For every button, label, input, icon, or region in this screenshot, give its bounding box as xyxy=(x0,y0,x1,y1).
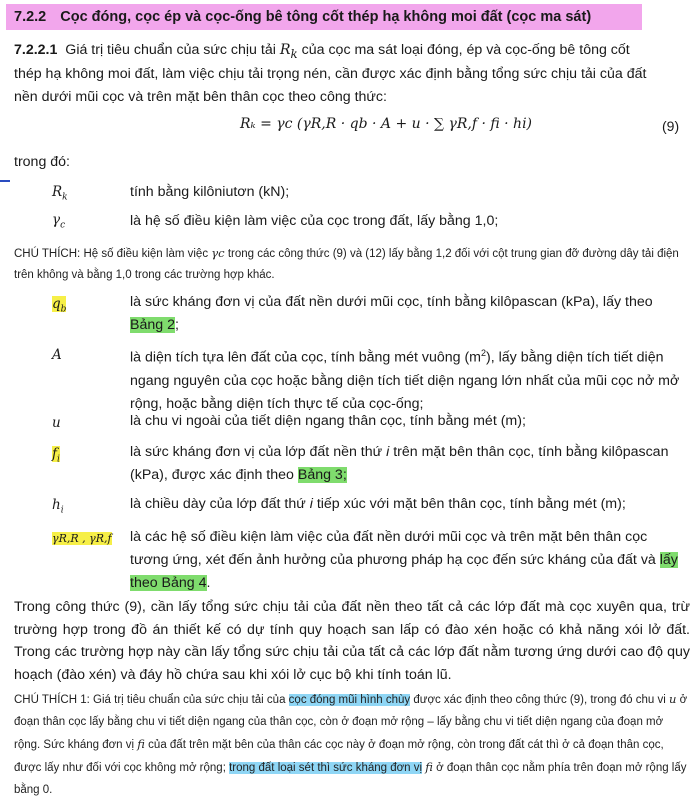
def-fi-sub: i xyxy=(57,454,60,465)
section-title: Cọc đóng, cọc ép và cọc-ống bê tông cốt thép hạ không moi đất (cọc ma sát) xyxy=(60,9,592,25)
link-bang-2[interactable]: Bảng 2 xyxy=(130,317,175,333)
rk-symbol xyxy=(279,42,298,61)
intro-text-a: Giá trị tiêu chuẩn của sức chịu tải xyxy=(65,42,276,58)
intro-text-b: của cọc ma sát loại đóng, ép và cọc-ống bê tông cốt xyxy=(301,42,630,58)
def-qb-text-a: là sức kháng đơn vị của đất nền dưới mũi cọc, tính bằng kilôpascan (kPa), lấy theo xyxy=(130,294,653,310)
def-hi-symbol xyxy=(52,497,64,516)
def-gc-symbol xyxy=(52,212,65,231)
def-gc-sub: c xyxy=(60,220,66,231)
note-gamma-c xyxy=(14,243,690,286)
where-label: trong đó: xyxy=(14,154,71,170)
rk-sub: k xyxy=(290,46,298,61)
body-paragraph: Trong công thức (9), cần lấy tổng sức chịu tải của đất nền theo tất cả các lớp đất mà cọc xuyên qua, trừ trường hợp trong đồ án thiết kế có dự tính quy hoạch san lấp có đào xén hoặc có khả năng xói lở đất. Trong các trường hợp này cần lấy tổng sức chịu tải của tất cả các lớp đất nằm tương ứng dưới cao độ quy hoạch (đào xén) và đáy hồ chứa sau khi xói lở cục bộ khi tính toán lũ. xyxy=(14,599,690,683)
note-1 xyxy=(14,688,690,801)
def-qb-text xyxy=(130,291,685,337)
note2-fi-2: fi xyxy=(425,760,433,774)
def-grr-symbol xyxy=(52,532,112,545)
def-grr-highlight: γR,R , γR,f xyxy=(52,532,112,545)
note1-text-b: trong các công thức (9) và (12) lấy bằng 1,2 đối với cột trung gian đỡ đường dây tải điện trên không và bằng 1,0 trong các trường hợp khác. xyxy=(14,248,679,281)
def-grr-text-end: . xyxy=(206,575,211,591)
note2-text-a: Giá trị tiêu chuẩn của sức chịu tải của xyxy=(93,694,286,706)
def-qb-sub: b xyxy=(60,304,67,315)
def-hi-text-a: là chiều dày của lớp đất thứ xyxy=(130,496,306,512)
section-heading xyxy=(6,4,642,30)
def-rk-text: tính bằng kilôniutơn (kN); xyxy=(130,184,290,200)
note2-label: CHÚ THÍCH 1: xyxy=(14,694,90,706)
def-a-text xyxy=(130,342,685,416)
note2-text-b: được xác định theo công thức (9), trong đó chu vi xyxy=(413,694,666,706)
def-fi-text-b: trên mặt bên thân cọc, tính bằng kilôpascan (kPa), được xác định theo xyxy=(130,444,669,483)
intro-line3: nền dưới mũi cọc và trên mặt bên thân cọc theo công thức: xyxy=(14,89,387,105)
def-fi-text xyxy=(130,441,685,487)
def-hi-text xyxy=(130,493,685,516)
def-rk-symbol xyxy=(52,184,68,203)
def-gc-letter: γ xyxy=(52,212,61,228)
equation-number: (9) xyxy=(662,118,680,134)
def-u-symbol: u xyxy=(52,415,61,431)
def-rk-sub: k xyxy=(62,192,68,203)
rk-letter: R xyxy=(279,42,291,58)
note2-fi: fi xyxy=(137,737,145,751)
intro-line2: thép hạ không moi đất, làm việc chịu tải trọng nén, cần được xác định bằng tổng sức chịu tải của đất xyxy=(14,66,647,82)
def-fi-index: i xyxy=(386,444,390,460)
note2-highlight-2: trong đất loại sét thì sức kháng đơn vị xyxy=(229,762,423,774)
note2-text-c: ở đoạn thân cọc lấy bằng chu vi tiết diện ngang của thân cọc, còn ở đoạn mở rộng – lấy bằng chu vi tiết diện ngang của đoạn mở rộng. Sức kháng đơn vị xyxy=(14,694,688,751)
def-grr-text-main: là các hệ số điều kiện làm việc của đất nền dưới mũi cọc và trên mặt bên thân cọc tương ứng, xét đến ảnh hưởng của phương pháp hạ cọc đến sức kháng của đất và xyxy=(130,529,656,568)
note1-text-a: Hệ số điều kiện làm việc xyxy=(83,248,209,260)
def-a-text-b: ), lấy bằng diện tích tiết diện ngang nguyên của cọc hoặc bằng diện tích tiết diện ngang lớn nhất của mũi cọc nở mở rộng, hoặc bằng diện tích thực tế của cọc-ống; xyxy=(130,349,680,412)
def-gc-text: là hệ số điều kiện làm việc của cọc trong đất, lấy bằng 1,0; xyxy=(130,213,499,229)
def-qb-text-b: ; xyxy=(174,317,179,333)
def-a-symbol: A xyxy=(52,347,62,363)
note1-symbol: γc xyxy=(211,246,225,260)
note2-text-d: của đất trên mặt bên của thân các cọc này ở đoạn mở rộng, còn trong đất cát thì ở cả đoạn thân cọc, được lấy như đối với cọc không mở rộng; xyxy=(14,739,664,774)
def-qb-letter: q xyxy=(52,296,61,312)
def-hi-sub: i xyxy=(60,505,64,516)
def-fi-letter: f xyxy=(52,446,57,462)
def-u-text: là chu vi ngoài của tiết diện ngang thân cọc, tính bằng mét (m); xyxy=(130,413,526,429)
def-fi-highlight xyxy=(52,446,60,465)
margin-mark xyxy=(0,180,10,182)
def-a-sup: 2 xyxy=(481,348,487,358)
def-grr-text xyxy=(130,526,685,595)
def-hi-letter: h xyxy=(52,497,61,513)
note2-text-e: ở đoạn thân cọc nằm phía trên đoạn mở rộng lấy bằng 0. xyxy=(14,762,687,796)
note1-label: CHÚ THÍCH: xyxy=(14,248,81,260)
def-qb-symbol xyxy=(52,296,66,315)
def-rk-letter: R xyxy=(52,184,63,200)
link-bang-3[interactable]: Bảng 3; xyxy=(297,467,347,483)
formula-9: Rₖ = γc (γR,R · qb · A + u · ∑ γR,f · fi · hi) xyxy=(240,116,533,132)
link-bang-4[interactable]: lấy theo Bảng 4 xyxy=(130,552,678,591)
def-a-text-a: là diện tích tựa lên đất của cọc, tính bằng mét vuông (m xyxy=(130,349,481,366)
def-qb-highlight xyxy=(52,296,67,315)
clause-number: 7.2.2.1 xyxy=(14,42,58,58)
def-hi-index: i xyxy=(309,496,313,512)
def-hi-text-b: tiếp xúc với mặt bên thân cọc, tính bằng mét (m); xyxy=(316,496,626,512)
def-fi-symbol xyxy=(52,446,60,465)
def-fi-text-a: là sức kháng đơn vị của lớp đất nền thứ xyxy=(130,444,383,460)
note2-u: u xyxy=(668,692,677,706)
note2-highlight-1: cọc đóng mũi hình chùy xyxy=(288,694,411,706)
section-number: 7.2.2 xyxy=(14,9,47,25)
